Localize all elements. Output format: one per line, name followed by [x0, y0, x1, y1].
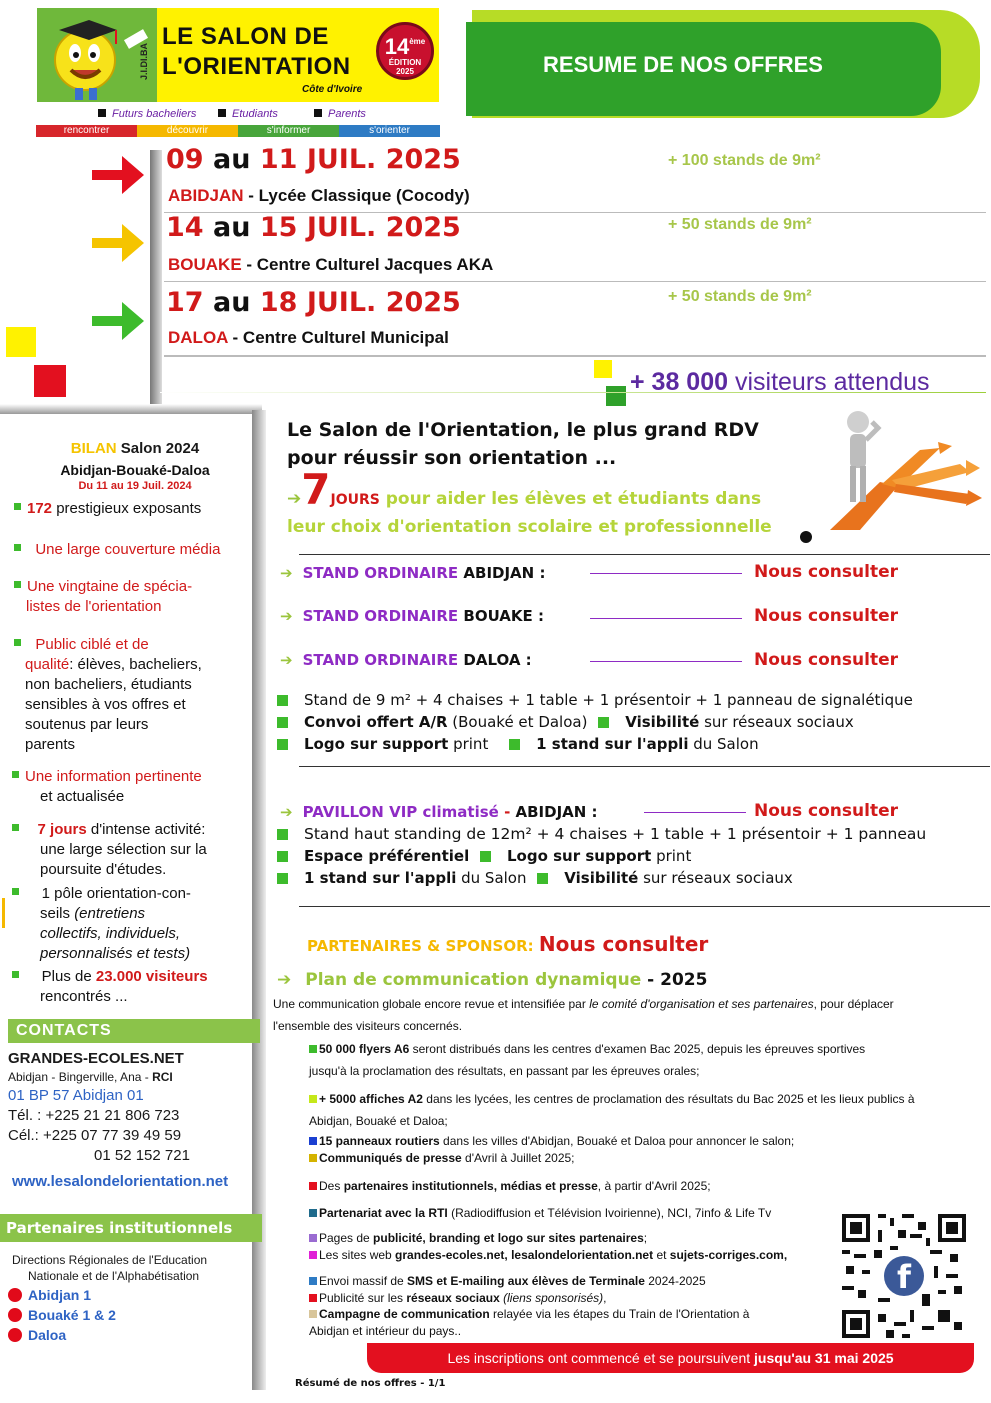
contact-bp: 01 BP 57 Abidjan 01	[8, 1087, 144, 1104]
edition-badge: 14ème ÉDITION 2025	[376, 22, 434, 80]
dotted-rule	[644, 812, 746, 813]
sponsor-label: PARTENAIRES & SPONSOR: Nous consulter	[307, 932, 709, 956]
left-column-shadow	[252, 410, 266, 1390]
deco-square-yellow	[6, 327, 36, 357]
contact-cel: Cél.: +225 07 77 39 49 59	[8, 1127, 182, 1144]
vip-feature-3: 1 stand sur l'appli du Salon Visibilité sur réseaux sociaux	[277, 867, 793, 889]
page-footer: Résumé de nos offres - 1/1	[295, 1378, 446, 1389]
event-bouake-dates: 14 au 15 JUIL. 2025	[166, 212, 461, 243]
website-link[interactable]: www.lesalondelorientation.net	[12, 1173, 229, 1190]
intro-headline: Le Salon de l'Orientation, le plus grand RDV pour réussir son orientation ...	[287, 419, 759, 469]
plan-title: ➔ Plan de communication dynamique - 2025	[277, 970, 708, 990]
events-shadow	[150, 150, 162, 412]
bilan-item-specialistes: Une vingtaine de spécia- listes de l'orientation	[14, 577, 192, 617]
contacts-title: CONTACTS	[8, 1019, 260, 1043]
vip-feature-1: Stand haut standing de 12m² + 4 chaises + 1 table + 1 présentoir + 1 panneau	[277, 823, 926, 845]
contact-cel2: 01 52 152 721	[94, 1147, 190, 1164]
plan-item-partenaires: Des partenaires institutionnels, médias et presse, à partir d'Avril 2025;	[309, 1175, 711, 1197]
event-daloa-dates: 17 au 18 JUIL. 2025	[166, 287, 461, 318]
bilan-item-media: Une large couverture média	[14, 540, 220, 560]
bilan-item-exposants: 172 prestigieux exposants	[14, 499, 201, 519]
dotted-rule	[590, 573, 742, 574]
event-daloa-stands: + 50 stands de 9m²	[668, 288, 812, 305]
bilan-item-information: Une information pertinente et actualisée	[12, 767, 202, 807]
plan-item-web: Pages de publicité, branding et logo sur sites partenaires; Les sites web grandes-ecoles.net, lesalondelorientation.net et sujets-corriges.com,	[309, 1230, 787, 1264]
strip-sinformer: s'informer	[238, 125, 339, 137]
strip-decouvrir: découvrir	[137, 125, 238, 137]
banner-title: RESUME DE NOS OFFRES	[543, 52, 823, 77]
deco-bar	[2, 898, 5, 928]
audience-parents: Parents	[314, 108, 366, 120]
audience-bacheliers: Futurs bacheliers	[98, 108, 196, 120]
event-bouake-stands: + 50 stands de 9m²	[668, 216, 812, 233]
vip-price: Nous consulter	[754, 801, 898, 821]
vip-label: ➔ PAVILLON VIP climatisé - ABIDJAN :	[280, 803, 598, 821]
arrow-red-icon	[88, 150, 148, 200]
event-abidjan-dates: 09 au 11 JUIL. 2025	[166, 144, 461, 175]
arrow-green-icon	[88, 296, 148, 346]
partners-line2: Nationale et de l'Alphabétisation	[28, 1269, 200, 1283]
plan-item-panneaux: 15 panneaux routiers dans les villes d'Abidjan, Bouaké et Daloa pour annoncer le salon; Communiqués de presse d'Avril à Juillet 2025;	[309, 1133, 794, 1167]
seven-days-text: ➔7JOURS pour aider les élèves et étudiants dans leur choix d'orientation scolaire et professionnelle	[287, 465, 772, 537]
plan-item-sms: Envoi massif de SMS et E-mailing aux élèves de Terminale 2024-2025 Publicité sur les réseaux sociaux (liens sponsorisés), Campagne de communication relayée via les étapes du Train de l'Orientation à Abidjan et intérieur du pays..	[309, 1274, 750, 1338]
stand-feature-1: Stand de 9 m² + 4 chaises + 1 table + 1 présentoir + 1 panneau de signalétique	[277, 689, 913, 711]
left-column-top-shadow	[0, 404, 262, 414]
strip-sorienter: s'orienter	[339, 125, 440, 137]
partners-title: Partenaires institutionnels	[0, 1214, 262, 1242]
event-abidjan-stands: + 100 stands de 9m²	[668, 152, 821, 169]
bilan-item-public: Public ciblé et de qualité: élèves, bacheliers, non bacheliers, étudiants sensibles à vos offres et soutenus par leurs parents	[14, 635, 254, 755]
bilan-cities: Abidjan-Bouaké-Daloa	[60, 462, 210, 478]
separator	[299, 766, 990, 767]
partners-line1: Directions Régionales de l'Education	[12, 1253, 208, 1267]
partner-bouake: Bouaké 1 & 2	[8, 1307, 116, 1323]
stand-feature-3: Logo sur support print 1 stand sur l'appli du Salon	[277, 733, 759, 755]
separator	[164, 281, 986, 282]
event-daloa-venue: DALOA - Centre Culturel Municipal	[168, 328, 449, 347]
stand-feature-2: Convoi offert A/R (Bouaké et Daloa) Visibilité sur réseaux sociaux	[277, 711, 854, 733]
bilan-dates: Du 11 au 19 Juil. 2024	[78, 480, 192, 492]
dotted-rule	[590, 618, 742, 619]
audience-etudiants: Etudiants	[218, 108, 278, 120]
deco-square-green	[606, 386, 626, 406]
contact-address: Abidjan - Bingerville, Ana - RCI	[8, 1070, 173, 1084]
thinking-man-crossroads-icon	[820, 402, 986, 530]
inscriptions-banner: Les inscriptions ont commencé et se poursuivent jusqu'au 31 mai 2025	[367, 1343, 974, 1373]
bilan-item-jours: 7 jours d'intense activité: une large sélection sur la poursuite d'études.	[12, 820, 207, 880]
partner-daloa: Daloa	[8, 1327, 66, 1343]
event-abidjan-venue: ABIDJAN - Lycée Classique (Cocody)	[168, 186, 470, 205]
bilan-title: BILAN Salon 2024	[70, 440, 200, 457]
svg-text:f: f	[897, 1258, 911, 1296]
vip-feature-2: Espace préférentiel Logo sur support print	[277, 845, 691, 867]
bilan-item-visiteurs: Plus de 23.000 visiteurs rencontrés ...	[12, 967, 208, 1007]
event-bouake-venue: BOUAKE - Centre Culturel Jacques AKA	[168, 255, 494, 274]
strip-rencontrer: rencontrer	[36, 125, 137, 137]
stand-bouake-price: Nous consulter	[754, 606, 898, 626]
bilan-item-pole: 1 pôle orientation-con- seils (entretiens collectifs, individuels, personnalisés et tests)	[12, 884, 191, 964]
plan-item-rti: Partenariat avec la RTI (Radiodiffusion et Télévision Ivoirienne), NCI, 7info & Life Tv	[309, 1202, 771, 1224]
logo-country: Côte d'Ivoire	[302, 84, 363, 95]
deco-square-red	[34, 365, 66, 397]
bullet-dot	[800, 531, 812, 543]
separator	[299, 554, 990, 555]
plan-intro: Une communication globale encore revue et intensifiée par le comité d'organisation et ses partenaires, pour déplacer l'ensemble des visiteurs concernés.	[273, 997, 894, 1033]
arrow-yellow-icon	[88, 218, 148, 268]
separator	[164, 355, 986, 357]
logo-vertical-text: J.I.DI.BA	[139, 42, 149, 80]
deco-square-yellow	[594, 360, 612, 378]
dotted-rule	[590, 661, 742, 662]
stand-abidjan-price: Nous consulter	[754, 562, 898, 582]
visitors-expected: + 38 000 visiteurs attendus	[630, 368, 930, 396]
plan-item-affiches: + 5000 affiches A2 dans les lycées, les centres de proclamation des résultats du Bac 2025 et les lieux publics à Abidjan, Bouaké et Daloa;	[309, 1092, 915, 1128]
contact-tel: Tél. : +225 21 21 806 723	[8, 1107, 180, 1124]
partner-abidjan: Abidjan 1	[8, 1287, 91, 1303]
stand-bouake-label: ➔ STAND ORDINAIRE BOUAKE :	[280, 607, 545, 625]
qr-code-icon[interactable]	[842, 1214, 966, 1338]
stand-daloa-price: Nous consulter	[754, 650, 898, 670]
logo-title: LE SALON DE L'ORIENTATION	[162, 23, 351, 80]
stand-abidjan-label: ➔ STAND ORDINAIRE ABIDJAN :	[280, 564, 546, 582]
stand-daloa-label: ➔ STAND ORDINAIRE DALOA :	[280, 651, 532, 669]
separator	[299, 906, 990, 907]
plan-item-flyers: 50 000 flyers A6 seront distribués dans les centres d'examen Bac 2025, depuis les épreuves sportives jusqu'à la proclamation des résultats, en passant par les épreuves orales;	[309, 1042, 866, 1078]
contact-company: GRANDES-ECOLES.NET	[8, 1050, 184, 1067]
